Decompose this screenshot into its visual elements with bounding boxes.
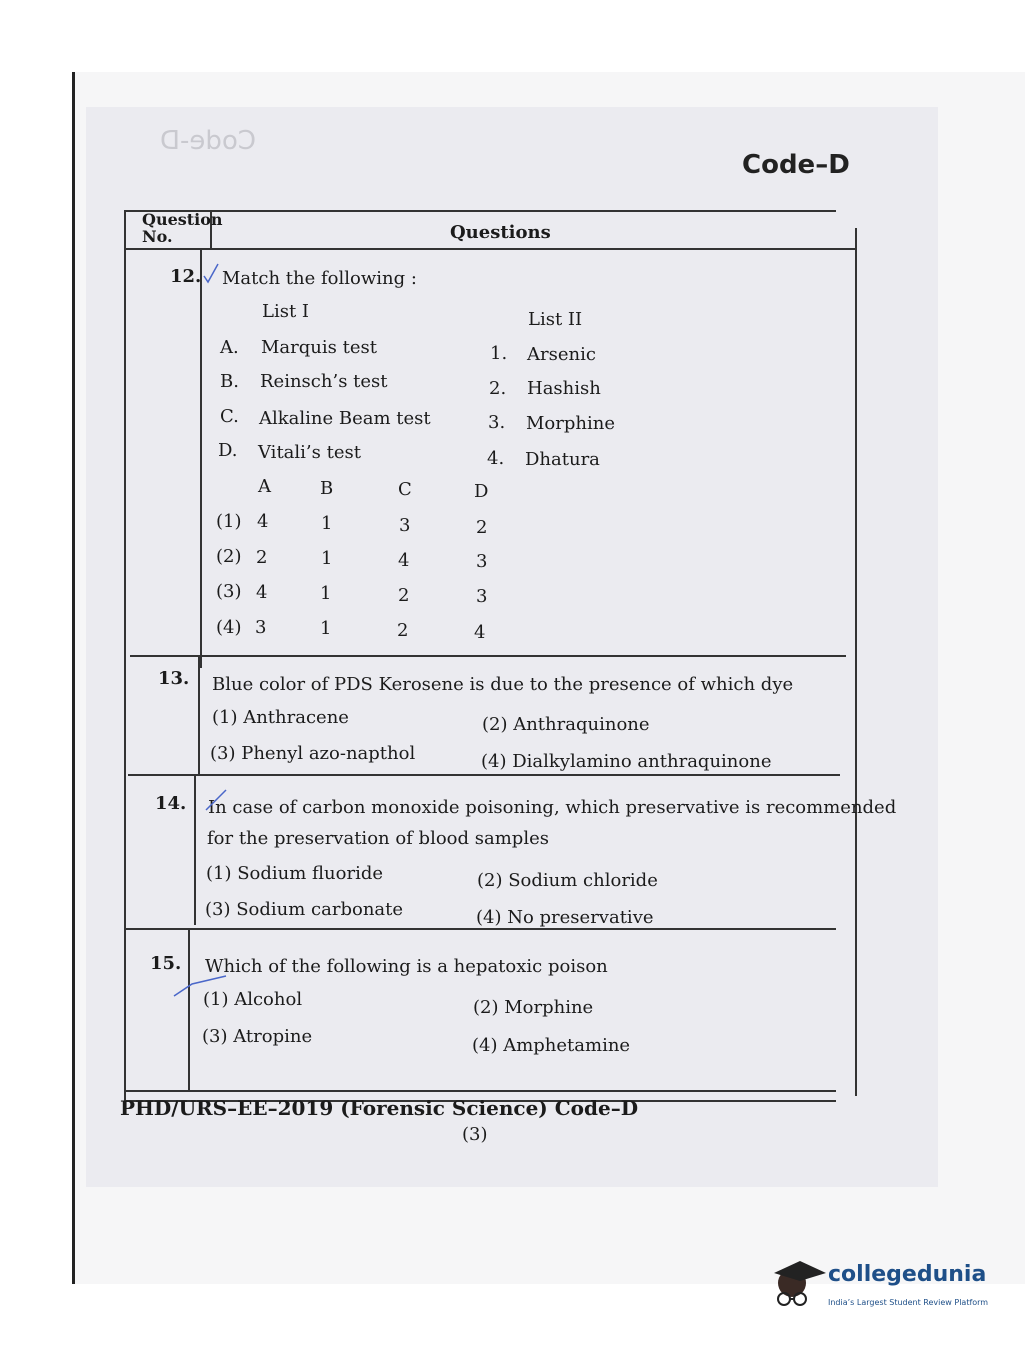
- list1-key: B.: [220, 371, 239, 392]
- page-number: (3): [462, 1124, 488, 1145]
- list2-key: 2.: [489, 378, 507, 399]
- list1-key: A.: [220, 337, 239, 358]
- list1-key: C.: [220, 406, 239, 427]
- q13-text: Blue color of PDS Kerosene is due to the presence of which dye: [212, 674, 794, 695]
- option-value: 2: [476, 517, 488, 538]
- option-value: 1: [320, 618, 332, 639]
- option-value: 1: [321, 513, 333, 534]
- logo-tagline: India’s Largest Student Review Platform: [828, 1298, 989, 1307]
- col-question-no: Question No.: [142, 210, 223, 246]
- q15-text: Which of the following is a hepatoxic poison: [205, 956, 608, 977]
- grid-header: B: [320, 478, 334, 499]
- col-questions: Questions: [450, 222, 551, 243]
- option-value: 2: [398, 585, 410, 606]
- option-value: 4: [398, 550, 410, 571]
- grid-header: C: [398, 479, 412, 500]
- list1-item: Vitali’s test: [258, 442, 361, 463]
- logo-name: collegedunia: [828, 1262, 987, 1287]
- option-value: 1: [320, 583, 332, 604]
- q13-option-1: (1) Anthracene: [212, 707, 349, 728]
- list2-item: Hashish: [527, 378, 601, 399]
- q13-number: 13.: [158, 668, 190, 689]
- q14-option-4: (4) No preservative: [476, 907, 654, 928]
- option-label: (1): [216, 511, 242, 532]
- q13-option-3: (3) Phenyl azo-napthol: [210, 743, 416, 764]
- option-value: 3: [476, 551, 488, 572]
- q15-option-1: (1) Alcohol: [203, 989, 303, 1010]
- option-value: 3: [255, 617, 267, 638]
- option-value: 4: [256, 582, 268, 603]
- q15-option-2: (2) Morphine: [473, 997, 594, 1018]
- q14-option-3: (3) Sodium carbonate: [205, 899, 404, 920]
- option-value: 3: [476, 586, 488, 607]
- q14-option-1: (1) Sodium fluoride: [206, 863, 384, 884]
- list2-key: 4.: [487, 448, 505, 469]
- q12-list2-title: List II: [528, 309, 583, 330]
- list1-item: Alkaline Beam test: [259, 408, 431, 429]
- list2-item: Morphine: [526, 413, 615, 434]
- q15-number: 15.: [150, 953, 182, 974]
- q14-number: 14.: [155, 793, 187, 814]
- q14-option-2: (2) Sodium chloride: [477, 870, 658, 891]
- q12-number: 12.: [170, 266, 202, 287]
- q13-option-4: (4) Dialkylamino anthraquinone: [481, 751, 772, 772]
- list2-key: 3.: [488, 412, 506, 433]
- grid-header: D: [474, 481, 489, 502]
- q15-option-4: (4) Amphetamine: [472, 1035, 631, 1056]
- list2-key: 1.: [490, 343, 508, 364]
- option-value: 3: [399, 515, 411, 536]
- list2-item: Arsenic: [527, 344, 596, 365]
- option-value: 2: [397, 620, 409, 641]
- option-value: 4: [257, 511, 269, 532]
- option-label: (2): [216, 546, 242, 567]
- q12-list1-title: List I: [262, 301, 310, 322]
- grid-header: A: [258, 476, 271, 497]
- paper-footer-title: PHD/URS–EE–2019 (Forensic Science) Code–D: [120, 1096, 639, 1120]
- q15-option-3: (3) Atropine: [202, 1026, 313, 1047]
- option-label: (3): [216, 581, 242, 602]
- list1-item: Reinsch’s test: [260, 371, 388, 392]
- q14-text-line1: In case of carbon monoxide poisoning, which preservative is recommended: [208, 797, 897, 818]
- list2-item: Dhatura: [525, 449, 600, 470]
- option-value: 4: [474, 622, 486, 643]
- option-value: 2: [256, 547, 268, 568]
- list1-key: D.: [218, 440, 238, 461]
- q14-text-line2: for the preservation of blood samples: [207, 828, 549, 849]
- option-label: (4): [216, 617, 242, 638]
- q12-text: Match the following :: [222, 268, 417, 289]
- q13-option-2: (2) Anthraquinone: [482, 714, 650, 735]
- ghost-code-text: Code-D: [160, 126, 256, 156]
- list1-item: Marquis test: [261, 337, 377, 358]
- option-value: 1: [321, 548, 333, 569]
- paper-code: Code–D: [742, 150, 850, 180]
